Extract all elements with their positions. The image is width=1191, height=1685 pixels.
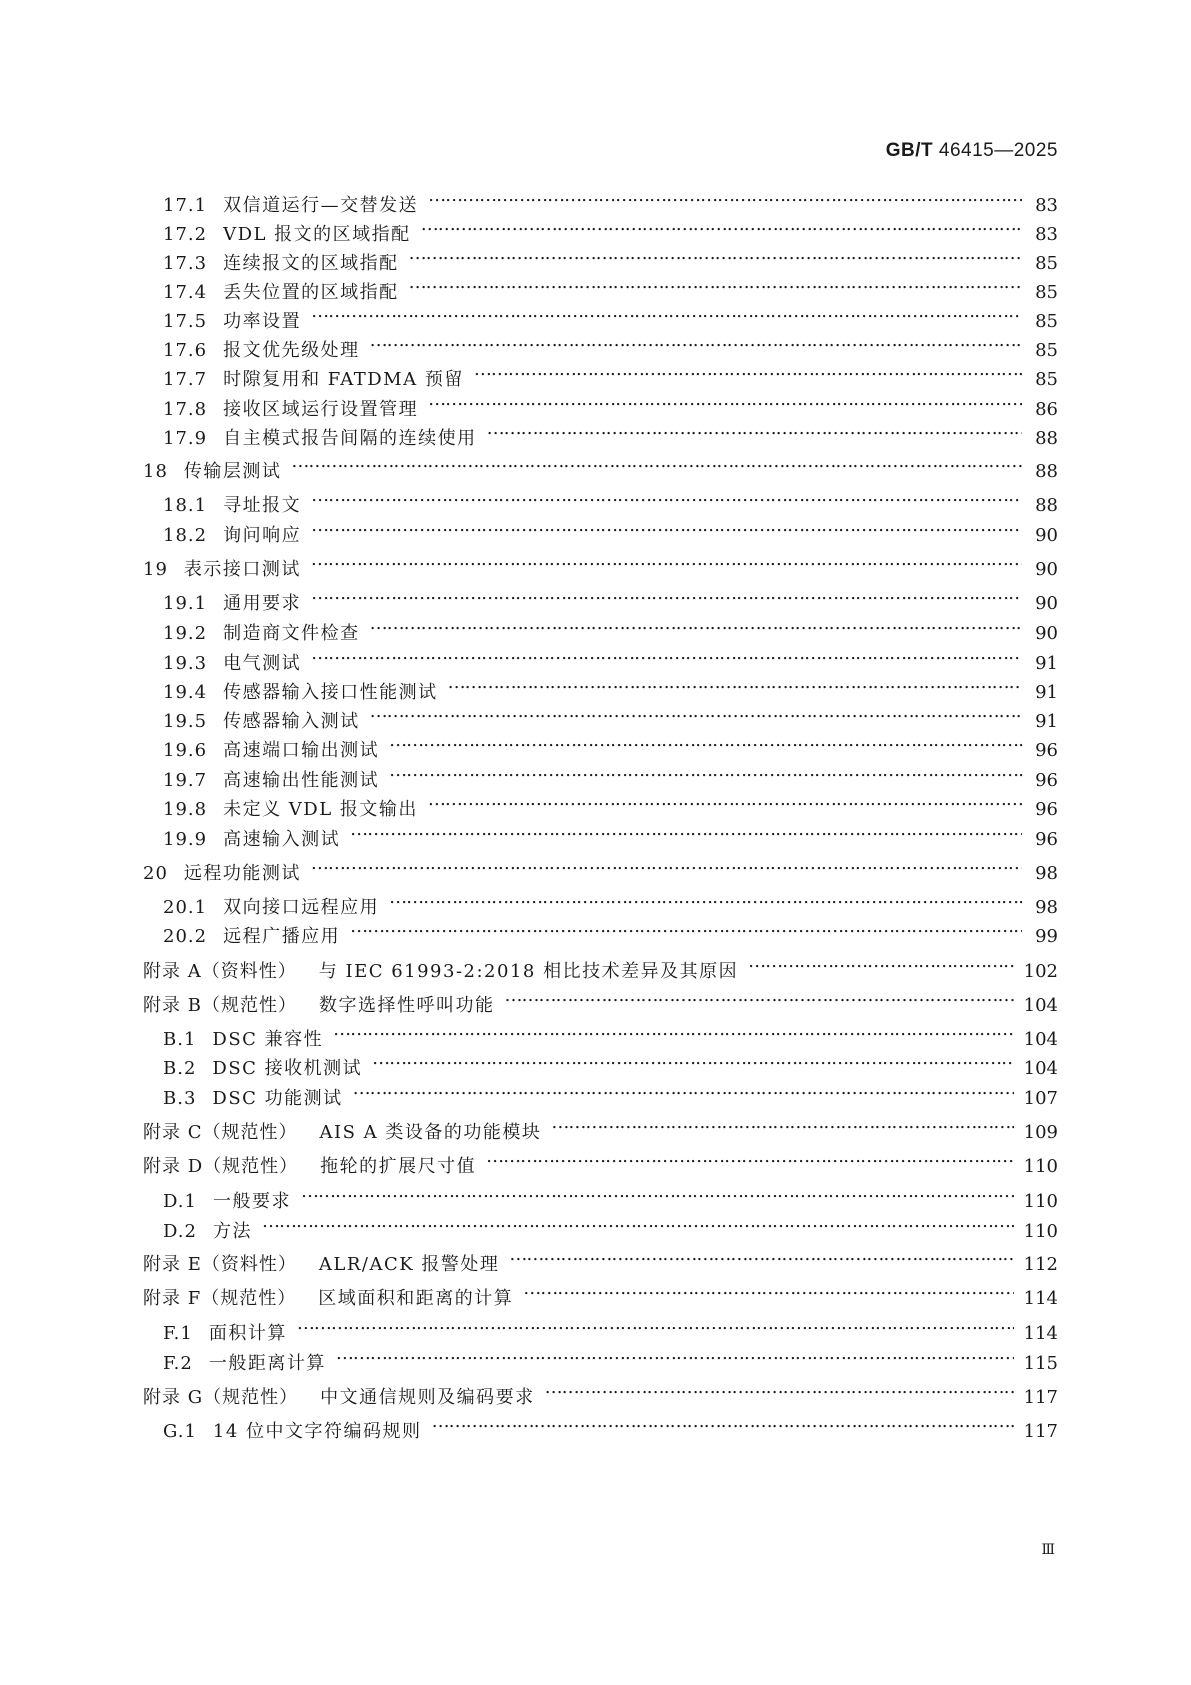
toc-dot-leader [428,385,1022,415]
toc-entry-number: 19.2 [163,623,208,644]
toc-dot-leader [509,1240,1013,1270]
toc-entry-title: DSC 功能测试 [212,1088,343,1109]
toc-dot-leader [370,697,1022,727]
toc-entry-page: 91 [1035,653,1058,674]
toc-entry-number: 17.2 [163,224,208,245]
toc-entry-page: 91 [1035,682,1058,703]
toc-entry[interactable] [0,1177,1191,1212]
toc-entry-title: 区域面积和距离的计算 [318,1288,514,1309]
toc-entry-page: 99 [1035,926,1058,947]
toc-entry-number: 17.6 [163,340,208,361]
toc-entry-title: 传输层测试 [183,461,282,482]
toc-entry-number: 19.5 [163,711,208,732]
toc-entry[interactable] [0,1407,1191,1442]
toc-entry-number: 17.4 [163,282,208,303]
toc-entry-page: 117 [1023,1387,1058,1408]
toc-entry-page: 83 [1035,195,1058,216]
toc-entry-page: 90 [1035,559,1058,580]
toc-dot-leader [551,1108,1013,1138]
toc-entry[interactable] [0,756,1191,791]
toc-dot-leader [545,1373,1014,1403]
toc-entry-number: B.3 [163,1088,197,1109]
toc-entry-title: 高速端口输出测试 [223,740,380,761]
toc-dot-leader [350,815,1022,845]
toc-entry-title: 远程功能测试 [183,863,301,884]
toc-entry-number: 18 [143,461,168,482]
toc-entry-title: 制造商文件检查 [223,623,360,644]
toc-entry-number: B.1 [163,1029,197,1050]
toc-entry[interactable] [0,1142,1191,1177]
toc-dot-leader [301,1177,1014,1207]
toc-entry[interactable] [0,1044,1191,1079]
toc-entry[interactable] [0,815,1191,850]
toc-entry[interactable] [0,1339,1191,1374]
toc-entry[interactable] [0,697,1191,732]
toc-entry[interactable] [0,414,1191,449]
toc-entry-title: 一般要求 [212,1191,291,1212]
toc-entry[interactable] [0,268,1191,303]
toc-entry-number: 17.7 [163,369,208,390]
toc-entry-title: 通用要求 [223,593,302,614]
toc-entry-page: 83 [1035,224,1058,245]
toc-entry[interactable] [0,1074,1191,1109]
toc-entry[interactable] [0,355,1191,390]
toc-dot-leader [523,1274,1013,1304]
toc-entry-number: 附录 C（规范性） [143,1122,298,1143]
toc-entry-title: 询问响应 [223,525,302,546]
toc-dot-leader [448,668,1022,698]
toc-entry-title: 自主模式报告间隔的连续使用 [223,428,477,449]
toc-entry-page: 104 [1023,1029,1058,1050]
toc-entry[interactable] [0,181,1191,216]
toc-entry-page: 85 [1035,282,1058,303]
toc-dot-leader [421,210,1022,240]
toc-entry-title: 功率设置 [223,311,302,332]
toc-dot-leader [372,1044,1013,1074]
toc-dot-leader [350,912,1022,942]
toc-dot-leader [311,849,1022,879]
toc-entry-title: 远程广播应用 [223,926,341,947]
toc-entry-title: 寻址报文 [223,495,302,516]
toc-entry-number: 18.2 [163,525,208,546]
toc-dot-leader [311,481,1022,511]
toc-entry[interactable] [0,849,1191,884]
toc-entry-number: G.1 [163,1421,197,1442]
toc-entry-title: 表示接口测试 [183,559,301,580]
toc-entry-page: 86 [1035,399,1058,420]
toc-dot-leader [370,326,1022,356]
toc-entry[interactable] [0,1240,1191,1275]
toc-entry-page: 90 [1035,593,1058,614]
toc-entry-page: 117 [1023,1421,1058,1442]
toc-entry[interactable] [0,1015,1191,1050]
toc-dot-leader [409,268,1022,298]
toc-entry-title: 中文通信规则及编码要求 [320,1387,535,1408]
toc-dot-leader [333,1015,1013,1045]
toc-entry[interactable] [0,1274,1191,1309]
toc-dot-leader [336,1339,1014,1369]
toc-entry-title: 传感器输入测试 [223,711,360,732]
toc-entry-title: DSC 接收机测试 [212,1058,363,1079]
toc-entry-page: 85 [1035,311,1058,332]
toc-entry-number: 附录 B（规范性） [143,995,297,1016]
toc-entry-title: VDL 报文的区域指配 [223,224,411,245]
toc-entry-number: F.1 [163,1323,193,1344]
toc-entry[interactable] [0,785,1191,820]
page-number: Ⅲ [1041,1543,1056,1558]
toc-entry-title: ALR/ACK 报警处理 [318,1254,500,1275]
toc-entry[interactable] [0,668,1191,703]
toc-entry-page: 114 [1023,1288,1058,1309]
toc-entry-number: 19.7 [163,770,208,791]
toc-dot-leader [291,447,1022,477]
toc-entry-number: 附录 F（规范性） [143,1288,297,1309]
toc-entry-page: 96 [1035,799,1058,820]
toc-dot-leader [311,511,1022,541]
toc-dot-leader [297,1309,1014,1339]
toc-entry-number: 18.1 [163,495,208,516]
toc-entry-number: 17.3 [163,253,208,274]
toc-entry-page: 90 [1035,623,1058,644]
toc-entry-page: 98 [1035,863,1058,884]
toc-entry-page: 110 [1023,1221,1058,1242]
toc-entry-title: 拖轮的扩展尺寸值 [320,1156,477,1177]
toc-entry-page: 115 [1023,1353,1058,1374]
toc-entry-page: 85 [1035,253,1058,274]
toc-dot-leader [370,609,1022,639]
toc-entry-page: 85 [1035,369,1058,390]
toc-entry-page: 91 [1035,711,1058,732]
toc-entry[interactable] [0,545,1191,580]
toc-entry-page: 102 [1023,961,1058,982]
toc-entry-page: 88 [1035,495,1058,516]
toc-entry-number: 19.6 [163,740,208,761]
toc-entry-page: 85 [1035,340,1058,361]
toc-entry[interactable] [0,883,1191,918]
toc-dot-leader [311,297,1022,327]
toc-entry-title: 14 位中文字符编码规则 [212,1421,422,1442]
toc-entry-title: AIS A 类设备的功能模块 [319,1122,542,1143]
toc-entry-title: 电气测试 [223,653,302,674]
toc-entry-page: 109 [1023,1122,1058,1143]
toc-entry-page: 110 [1023,1156,1058,1177]
toc-entry-number: B.2 [163,1058,197,1079]
toc-entry[interactable] [0,1309,1191,1344]
toc-dot-leader [311,545,1022,575]
toc-entry[interactable] [0,385,1191,420]
toc-entry-title: 高速输入测试 [223,829,341,850]
toc-entry-page: 96 [1035,740,1058,761]
toc-entry[interactable] [0,981,1191,1016]
toc-dot-leader [389,756,1022,786]
toc-entry[interactable] [0,481,1191,516]
toc-entry-title: 时隙复用和 FATDMA 预留 [223,369,464,390]
toc-entry[interactable] [0,239,1191,274]
toc-entry-page: 110 [1023,1191,1058,1212]
toc-entry-page: 90 [1035,525,1058,546]
toc-entry[interactable] [0,511,1191,546]
toc-entry-title: 接收区域运行设置管理 [223,399,419,420]
toc-entry[interactable] [0,1108,1191,1143]
toc-entry-number: 20.2 [163,926,208,947]
toc-entry-number: 附录 E（资料性） [143,1254,297,1275]
toc-entry-page: 104 [1023,995,1058,1016]
toc-entry-number: 19.9 [163,829,208,850]
toc-entry-title: 双信道运行—交替发送 [223,195,419,216]
toc-entry-page: 88 [1035,428,1058,449]
toc-entry-page: 96 [1035,770,1058,791]
toc-entry-number: 附录 A（资料性） [143,961,297,982]
toc-entry-number: 19.3 [163,653,208,674]
toc-entry-number: 20 [143,863,168,884]
document-code-prefix: GB/T [885,140,934,161]
toc-entry-page: 114 [1023,1323,1058,1344]
toc-dot-leader [311,579,1022,609]
toc-entry-number: 19.1 [163,593,208,614]
toc-entry-title: 高速输出性能测试 [223,770,380,791]
toc-entry-title: 连续报文的区域指配 [223,253,399,274]
toc-entry-title: 方法 [212,1221,252,1242]
toc-entry-title: 一般距离计算 [208,1353,326,1374]
toc-entry[interactable] [0,609,1191,644]
toc-entry[interactable] [0,579,1191,614]
toc-dot-leader [409,239,1022,269]
toc-dot-leader [428,181,1022,211]
toc-entry[interactable] [0,1373,1191,1408]
toc-entry[interactable] [0,326,1191,361]
toc-entry[interactable] [0,447,1191,482]
toc-entry-page: 96 [1035,829,1058,850]
toc-dot-leader [432,1407,1014,1437]
toc-dot-leader [487,414,1022,444]
toc-entry-title: 丢失位置的区域指配 [223,282,399,303]
toc-dot-leader [389,883,1022,913]
toc-entry-title: 面积计算 [208,1323,287,1344]
toc-entry-page: 98 [1035,897,1058,918]
toc-entry-title: 与 IEC 61993-2:2018 相比技术差异及其原因 [318,961,739,982]
toc-dot-leader [353,1074,1014,1104]
toc-entry-title: 传感器输入接口性能测试 [223,682,438,703]
toc-entry-title: 双向接口远程应用 [223,897,380,918]
toc-entry-title: 报文优先级处理 [223,340,360,361]
toc-entry[interactable] [0,297,1191,332]
toc-entry-number: 17.1 [163,195,208,216]
toc-entry[interactable] [0,726,1191,761]
toc-entry-title: DSC 兼容性 [212,1029,324,1050]
toc-entry-number: F.2 [163,1353,193,1374]
toc-entry-number: 19.8 [163,799,208,820]
toc-entry-number: 附录 G（规范性） [143,1387,299,1408]
toc-entry[interactable] [0,947,1191,982]
toc-entry-page: 88 [1035,461,1058,482]
toc-entry-number: 17.5 [163,311,208,332]
toc-entry-number: 20.1 [163,897,208,918]
toc-entry[interactable] [0,1207,1191,1242]
toc-entry[interactable] [0,639,1191,674]
toc-entry-number: 19 [143,559,168,580]
toc-dot-leader [474,355,1022,385]
toc-entry-number: 附录 D（规范性） [143,1156,299,1177]
document-code-number: 46415—2025 [938,140,1058,161]
toc-dot-leader [504,981,1013,1011]
toc-entry[interactable] [0,210,1191,245]
toc-dot-leader [389,726,1022,756]
toc-entry-page: 112 [1023,1254,1058,1275]
toc-entry-number: D.1 [163,1191,197,1212]
toc-entry-number: 19.4 [163,682,208,703]
toc-entry-number: 17.8 [163,399,208,420]
toc-dot-leader [486,1142,1013,1172]
toc-entry-number: D.2 [163,1221,197,1242]
toc-dot-leader [748,947,1014,977]
toc-entry[interactable] [0,912,1191,947]
toc-dot-leader [262,1207,1014,1237]
document-code [886,140,1058,162]
toc-entry-title: 数字选择性呼叫功能 [318,995,495,1016]
toc-entry-page: 107 [1023,1088,1058,1109]
toc-entry-title: 未定义 VDL 报文输出 [223,799,418,820]
toc-dot-leader [428,785,1022,815]
toc-dot-leader [311,639,1022,669]
toc-entry-number: 17.9 [163,428,208,449]
toc-entry-page: 104 [1023,1058,1058,1079]
